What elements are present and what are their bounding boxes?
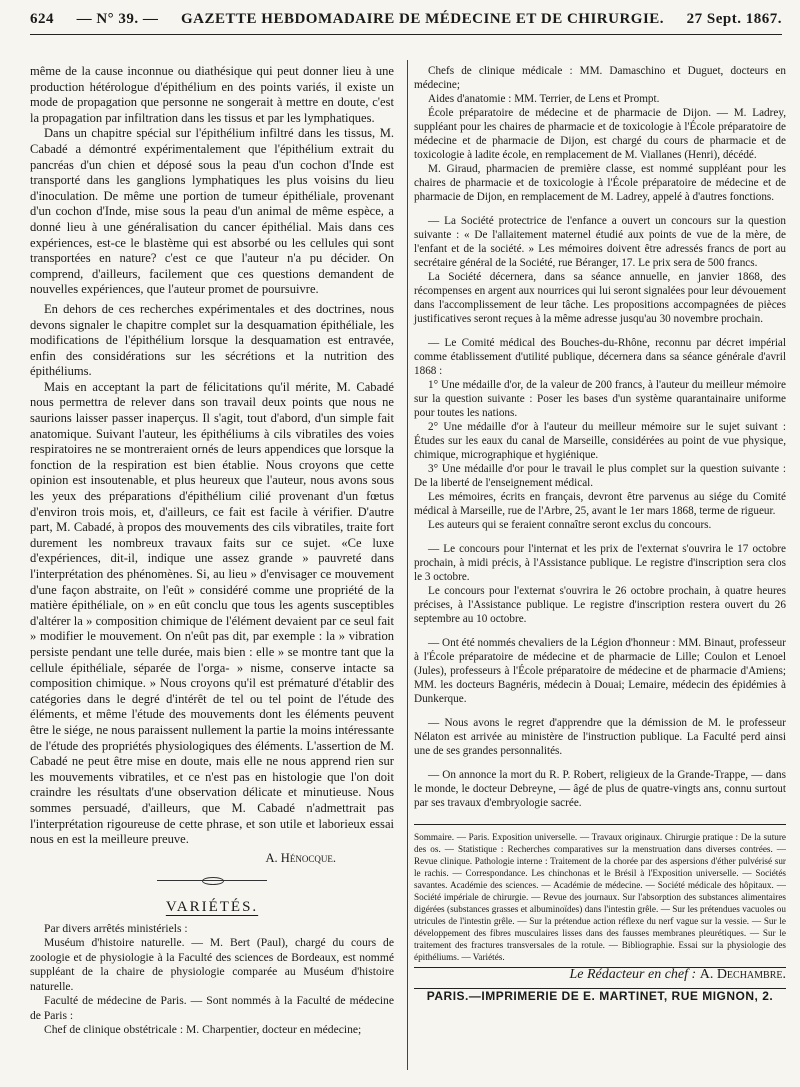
left-paragraph: Chef de clinique obstétricale : M. Charpentier, docteur en médecine; xyxy=(44,1023,362,1037)
left-paragraph: Par divers arrêtés ministériels : xyxy=(44,921,188,935)
right-paragraph: — Nous avons le regret d'apprendre que la démission de M. le professeur Nélaton est arrivée au ministère de l'instruction publique. La Faculté perd ainsi une de ses grandes personnalités. xyxy=(414,717,786,757)
issue-summary: Sommaire. — Paris. Exposition universelle. — Travaux originaux. Chirurgie pratique : De la suture des os. — Statistique : Recherches comparatives sur la menstruation dans diverses contrées. — Revue clinique. Pathologie interne : Traitement de la chorée par des aspersions d'éther pulvérisé sur le rachis. — Correspondance. Les chinchonas et le Brésil à l'Exposition universelle. — Sociétés savantes. Académie des sciences. — Académie de médecine. — Société médicale des hôpitaux. — Société impériale de chirurgie. — Revue des journaux. Sur l'absorption des substances alimentaires digérées (substances grasses et albuminoïdes) dans l'intestin grêle. — Sur les prétendues vacuoles ou utricules de l'intestin grêle. — Sur la prétendue action réflexe du nerf vague sur la vessie. — Sur le développement des fibres musculaires lisses dans des fausses membranes pleurétiques. — Sur le traitement des fractures transversales de la rotule. — Bibliographie. Essai sur la physiologie des épithéliums. — Variétés. xyxy=(414,824,786,968)
left-paragraph: Dans un chapitre spécial sur l'épithélium infiltré dans les tissus, M. Cabadé a démontré expérimentalement que l'épithélium extrait du pancréas d'un chien et déposé sous la peau d'un cochon d'Inde est transporté dans les ganglions lymphatiques les plus voisins du lieu d'inoculation. De même une portion de tumeur épithéliale, provenant d'un cochon d'Inde, mise sous la peau d'un animal de même espèce, a donné lieu à une généralisation du cancer épithélial. Mais dans ces expériences, est-ce le blastème qui est absorbé ou les cellules qui sont transportées en nature? c'est ce que l'auteur n'a pu décider. On comprend, d'ailleurs, facilement que ces questions demandent de nouvelles expériences, que l'auteur promet de poursuivre. xyxy=(30,126,394,297)
right-paragraph: 3° Une médaille d'or pour le travail le plus complet sur la question suivante : De la liberté de l'enseignement médical. xyxy=(414,463,786,489)
left-paragraph: Faculté de médecine de Paris. — Sont nommés à la Faculté de médecine de Paris : xyxy=(30,994,394,1022)
left-column xyxy=(30,64,394,1038)
right-paragraph: Les mémoires, écrits en français, devront être parvenus au siége du Comité médical à Marseille, rue de l'Arbre, 25, avant le 1er mars 1868, terme de rigueur. xyxy=(414,491,786,517)
left-paragraph: En dehors de ces recherches expérimentales et des doctrines, nous devons signaler le chapitre complet sur la desquamation épithéliale, les modifications de l'épithélium lorsque la desquamation est entravée, enfin des considérations sur les sécrétions et la nutrition des épithéliums. xyxy=(30,301,394,379)
right-paragraph: Le concours pour l'externat s'ouvrira le 26 octobre prochain, à quatre heures précises, à l'Assistance publique. Le registre d'inscription restera ouvert du 26 septembre au 10 octobre. xyxy=(414,585,786,625)
article-signature: A. Hénocque. xyxy=(265,850,336,865)
right-paragraph: — Le Comité médical des Bouches-du-Rhône, reconnu par décret impérial comme établissement d'utilité publique, décernera dans sa séance générale d'avril 1868 : xyxy=(414,337,786,377)
editor-name: A. Dechambre. xyxy=(699,967,786,982)
right-paragraph: Les auteurs qui se feraient connaître seront exclus du concours. xyxy=(428,519,712,531)
right-paragraph: M. Giraud, pharmacien de première classe, est nommé suppléant pour les chaires de pharmacie et de toxicologie à l'École préparatoire de médecine et de pharmacie de Dijon, en remplacement de M. Ladrey, appelé à d'autres fonctions. xyxy=(414,163,786,203)
left-paragraph: Mais en acceptant la part de félicitations qu'il mérite, M. Cabadé nous permettra de relever dans son travail deux points que nous ne saurions laisser passer inaperçus. Il s'agit, tout d'abord, d'un simple fait anatomique. Suivant l'auteur, les épithéliums à cils vibratiles des voies respiratoires ne se montreraient ornés de leurs appendices que lorsque la fonction de la respiration est bien établie. Nous croyons que cette opinion est insoutenable, et plus heureux que l'auteur, nous avons sous les yeux des préparations d'épithélium cilié provenant d'un fœtus d'environ trois mois, et, d'ailleurs, ce fait est facile à vérifier. D'autre part, M. Cabadé, à propos des mouvements des cils vibratiles, traite fort durement les nombreux travaux faits sur ce sujet. «Ce luxe d'expériences, dit-il, indique une assez grande » pauvreté dans l'interprétation des phénomènes. Si, au lieu » d'envisager ce mouvement d'une façon abstraite, on l'eût » considéré comme une propriété de la matière épithéliale, on » en eût conclu que tous les agents susceptibles d'altérer la » composition chimique de l'élément devaient par ce seul fait » modifier le mouvement. On n'eût pas dit, par exemple : la » vibration persiste pendant une telle durée, mais bien : elle » se montre tant que la cellule épithéliale, séparée de l'orga- » nisme, conserve intacte sa composition chimique. » Nous croyons qu'il est prématuré d'établir des catégories dans le degré d'intérêt de tel ou tel point de l'étude des éléments, et même l'étude des mouvements dont les éléments peuvent être le siége, ne nous paraissent nullement la partie la moins intéressante de l'étude des propriétés physiologiques des éléments. L'assertion de M. Cabadé ne peut être mise en doute, mais elle ne nous apprend rien sur les mouvements vibratiles, et ce n'est pas en histologie que l'on doit craindre les résultats d'une observation délicate et minutieuse. Nous sommes persuadé, d'ailleurs, que M. Cabadé n'admettrait pas l'interprétation rigoureuse de cette phrase, et son utile et laborieux essai nous en est la meilleure preuve. xyxy=(30,379,394,847)
right-paragraph: 2° Une médaille d'or à l'auteur du meilleur mémoire sur le sujet suivant : Études sur les eaux du canal de Marseille, considérées au point de vue physique, chimique, micrographique et hygiénique. xyxy=(414,421,786,461)
header-rule xyxy=(30,34,782,35)
section-divider xyxy=(30,866,394,894)
right-paragraph: Aides d'anatomie : MM. Terrier, de Lens et Prompt. xyxy=(428,93,660,105)
issue-date: 27 Sept. 1867. xyxy=(686,10,782,27)
right-paragraph: — Ont été nommés chevaliers de la Légion d'honneur : MM. Binaut, professeur à l'École préparatoire de médecine et de pharmacie de Lille; Coulon et Lenoel (Jules), professeurs à l'École préparatoire de médecine et de pharmacie d'Amiens; MM. les docteurs Bagnéris, médecin à Douai; Lemaire, médecin des épidémies à Dunkerque. xyxy=(414,637,786,705)
left-paragraph: même de la cause inconnue ou diathésique qui peut donner lieu à une production hétérologue d'épithélium en des points variés, il existe un mode de propagation que personne ne songerait à mettre en doute, c'est la propagation par infiltration dans les tissus et par les lymphatiques. xyxy=(30,64,394,125)
printer-imprint: PARIS.—IMPRIMERIE DE E. MARTINET, RUE MIGNON, 2. xyxy=(426,989,774,1003)
page-number: 624 xyxy=(30,10,54,27)
right-paragraph: Chefs de clinique médicale : MM. Damaschino et Duguet, docteurs en médecine; xyxy=(414,65,786,91)
issue-number: — N° 39. — xyxy=(76,10,159,27)
varietes-heading: VARIÉTÉS. xyxy=(165,899,259,916)
left-paragraph: Muséum d'histoire naturelle. — M. Bert (Paul), chargé du cours de zoologie et de physiologie à la Faculté des sciences de Bordeaux, est nommé suppléant de la chaire de physiologie comparée au Muséum d'histoire naturelle. xyxy=(30,936,394,993)
right-column xyxy=(414,64,786,1003)
journal-title: GAZETTE HEBDOMADAIRE DE MÉDECINE ET DE CHIRURGIE. xyxy=(181,10,665,27)
right-paragraph: — La Société protectrice de l'enfance a ouvert un concours sur la question suivante : « De l'allaitement maternel étudié aux points de vue de la mère, de l'enfant et de la société. » Les mémoires doivent être adressés francs de port au secrétaire général de la Société, rue Béranger, 17. Le prix sera de 500 francs. xyxy=(414,215,786,269)
page-header xyxy=(30,6,782,32)
column-rule xyxy=(407,60,408,1070)
editor-line xyxy=(414,968,786,982)
right-paragraph: École préparatoire de médecine et de pharmacie de Dijon. — M. Ladrey, suppléant pour les chaires de pharmacie et de toxicologie à l'École préparatoire de médecine et de pharmacie de Dijon, est chargé du cours de pharmacie et de toxicologie à ladite école, en remplacement de M. Viallanes (Henri), décédé. xyxy=(414,107,786,161)
right-paragraph: 1° Une médaille d'or, de la valeur de 200 francs, à l'auteur du meilleur mémoire sur la question suivante : Poser les bases d'un système quarantainaire uniforme pour toutes les nations. xyxy=(414,379,786,419)
right-paragraph: La Société décernera, dans sa séance annuelle, en janvier 1868, des récompenses en argent aux nourrices qui lui seront signalées pour leur dévouement dans l'accomplissement de leur tâche. Les propositions accompagnées de pièces justificatives seront reçues à la même adresse jusqu'au 30 novembre prochain. xyxy=(414,271,786,325)
editor-label: Le Rédacteur en chef : xyxy=(569,967,697,982)
right-paragraph: — Le concours pour l'internat et les prix de l'externat s'ouvrira le 17 octobre prochain, à midi précis, à l'Assistance publique. Le registre d'inscription sera clos le 3 octobre. xyxy=(414,543,786,583)
right-paragraph: — On annonce la mort du R. P. Robert, religieux de la Grande-Trappe, — dans le monde, le docteur Debreyne, — âgé de plus de quatre-vingts ans, connu surtout par ses travaux d'embryologie sacrée. xyxy=(414,769,786,809)
